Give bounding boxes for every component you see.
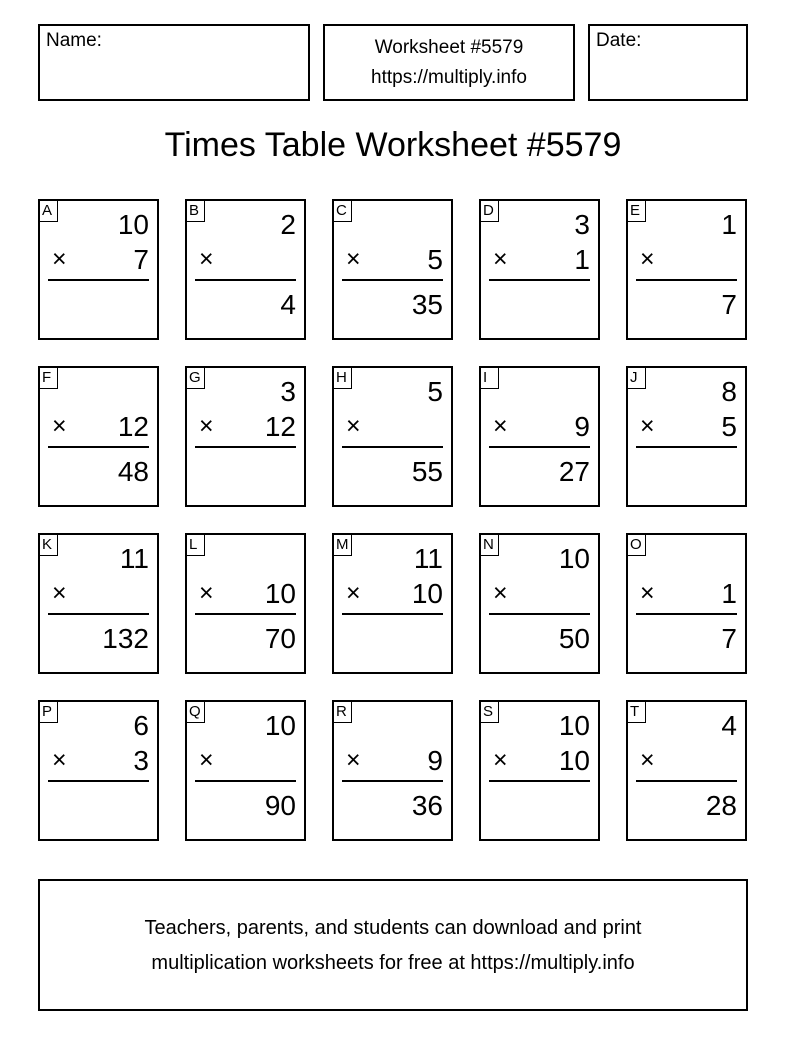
top-number: 3 <box>280 376 296 407</box>
times-symbol: × <box>493 412 508 440</box>
times-symbol: × <box>346 746 361 774</box>
answer-value: 55 <box>411 456 443 487</box>
problem-card-m <box>332 533 453 674</box>
footer-line-1: Teachers, parents, and students can download and print <box>144 917 642 939</box>
problem-letter: O <box>628 535 646 556</box>
problem-card-l <box>185 533 306 674</box>
problem-letter: N <box>481 535 499 556</box>
answer-line <box>489 780 590 782</box>
times-symbol: × <box>640 579 655 607</box>
times-symbol: × <box>199 746 214 774</box>
bottom-number: 9 <box>574 411 590 442</box>
problem-card-f <box>38 366 159 507</box>
times-symbol: × <box>199 412 214 440</box>
answer-line <box>636 780 737 782</box>
problem-card-j <box>626 366 747 507</box>
answer-value: 90 <box>264 790 296 821</box>
answer-line <box>48 613 149 615</box>
top-number: 8 <box>721 376 737 407</box>
problem-letter: B <box>187 201 205 222</box>
bottom-number: 10 <box>558 745 590 776</box>
answer-line <box>489 279 590 281</box>
times-symbol: × <box>52 746 67 774</box>
problem-card-b <box>185 199 306 340</box>
page-title: Times Table Worksheet #5579 <box>164 126 622 164</box>
answer-line <box>489 613 590 615</box>
problem-letter: F <box>40 368 58 389</box>
problem-card-e <box>626 199 747 340</box>
problem-card-r <box>332 700 453 841</box>
top-number: 11 <box>413 543 443 574</box>
answer-line <box>342 279 443 281</box>
times-symbol: × <box>640 746 655 774</box>
answer-line <box>195 446 296 448</box>
problem-letter: M <box>334 535 352 556</box>
top-number: 10 <box>558 710 590 741</box>
bottom-number: 1 <box>574 244 590 275</box>
top-number: 11 <box>119 543 149 574</box>
footer-line-2: multiplication worksheets for free at https://multiply.info <box>151 952 635 974</box>
answer-line <box>195 613 296 615</box>
problem-letter: A <box>40 201 58 222</box>
problem-letter: P <box>40 702 58 723</box>
answer-line <box>195 279 296 281</box>
problem-card-g <box>185 366 306 507</box>
top-number: 5 <box>427 376 443 407</box>
top-number: 3 <box>574 209 590 240</box>
problem-card-a <box>38 199 159 340</box>
answer-line <box>342 613 443 615</box>
answer-line <box>48 446 149 448</box>
problem-letter: J <box>628 368 646 389</box>
answer-value: 70 <box>264 623 296 654</box>
problem-letter: T <box>628 702 646 723</box>
bottom-number: 12 <box>264 411 296 442</box>
problem-card-n <box>479 533 600 674</box>
problem-card-c <box>332 199 453 340</box>
answer-line <box>636 279 737 281</box>
bottom-number: 1 <box>721 578 737 609</box>
answer-line <box>636 446 737 448</box>
worksheet-url: https://multiply.info <box>371 67 527 88</box>
bottom-number: 9 <box>427 745 443 776</box>
times-symbol: × <box>52 412 67 440</box>
answer-line <box>489 446 590 448</box>
bottom-number: 3 <box>133 745 149 776</box>
times-symbol: × <box>346 579 361 607</box>
problem-letter: H <box>334 368 352 389</box>
worksheet-number: Worksheet #5579 <box>374 37 524 58</box>
times-symbol: × <box>346 412 361 440</box>
answer-line <box>342 780 443 782</box>
top-number: 4 <box>721 710 737 741</box>
problem-letter: G <box>187 368 205 389</box>
date-label: Date: <box>596 30 642 51</box>
answer-line <box>48 780 149 782</box>
problem-card-d <box>479 199 600 340</box>
times-symbol: × <box>346 245 361 273</box>
times-symbol: × <box>199 245 214 273</box>
top-number: 1 <box>721 209 737 240</box>
top-number: 10 <box>558 543 590 574</box>
answer-line <box>195 780 296 782</box>
times-symbol: × <box>52 245 67 273</box>
footer-box <box>38 879 748 1011</box>
problem-letter: R <box>334 702 352 723</box>
answer-value: 48 <box>117 456 149 487</box>
bottom-number: 5 <box>427 244 443 275</box>
problem-letter: K <box>40 535 58 556</box>
answer-value: 132 <box>102 623 149 654</box>
problem-letter: I <box>481 368 499 389</box>
answer-value: 7 <box>721 623 737 654</box>
top-number: 6 <box>133 710 149 741</box>
top-number: 10 <box>117 209 149 240</box>
times-symbol: × <box>52 579 67 607</box>
problem-card-p <box>38 700 159 841</box>
times-symbol: × <box>640 412 655 440</box>
problem-card-t <box>626 700 747 841</box>
top-number: 2 <box>280 209 296 240</box>
answer-value: 50 <box>558 623 590 654</box>
bottom-number: 10 <box>264 578 296 609</box>
top-number: 10 <box>264 710 296 741</box>
answer-line <box>342 446 443 448</box>
problem-letter: Q <box>187 702 205 723</box>
bottom-number: 10 <box>411 578 443 609</box>
times-symbol: × <box>493 245 508 273</box>
problem-card-o <box>626 533 747 674</box>
answer-line <box>48 279 149 281</box>
answer-value: 36 <box>411 790 443 821</box>
answer-value: 4 <box>280 289 296 320</box>
answer-value: 7 <box>721 289 737 320</box>
answer-line <box>636 613 737 615</box>
times-symbol: × <box>493 746 508 774</box>
problem-letter: S <box>481 702 499 723</box>
bottom-number: 7 <box>133 244 149 275</box>
bottom-number: 12 <box>117 411 149 442</box>
times-symbol: × <box>640 245 655 273</box>
problem-letter: C <box>334 201 352 222</box>
problem-letter: L <box>187 535 205 556</box>
problem-card-k <box>38 533 159 674</box>
answer-value: 35 <box>411 289 443 320</box>
times-symbol: × <box>493 579 508 607</box>
times-symbol: × <box>199 579 214 607</box>
name-label: Name: <box>46 30 102 51</box>
problem-card-s <box>479 700 600 841</box>
answer-value: 28 <box>705 790 737 821</box>
problem-letter: E <box>628 201 646 222</box>
answer-value: 27 <box>558 456 590 487</box>
problem-card-h <box>332 366 453 507</box>
problem-card-q <box>185 700 306 841</box>
problem-letter: D <box>481 201 499 222</box>
bottom-number: 5 <box>721 411 737 442</box>
problem-card-i <box>479 366 600 507</box>
